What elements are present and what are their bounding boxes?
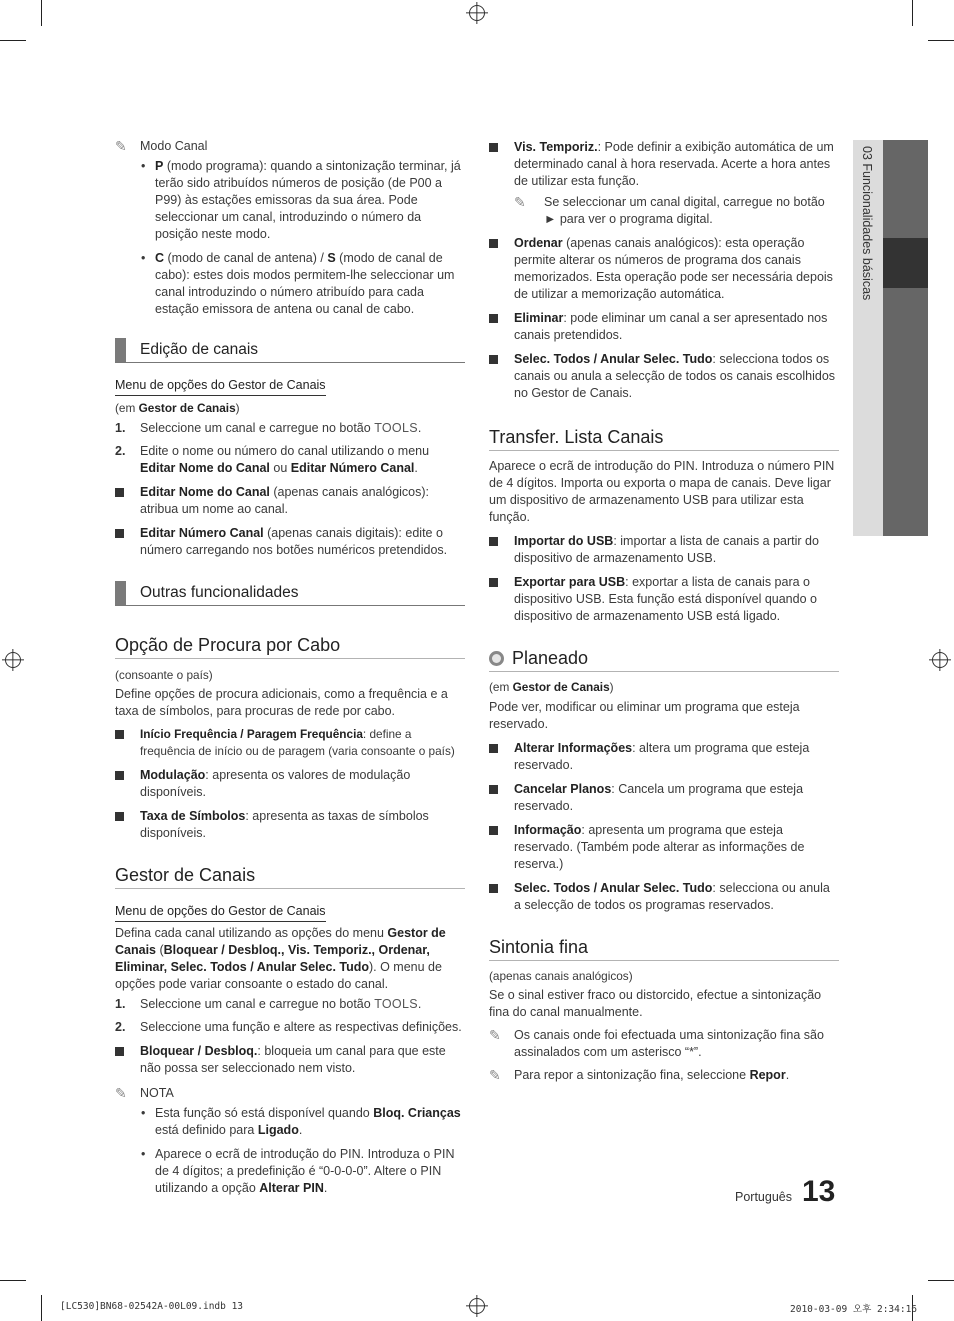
- tools-key: TOOLS: [374, 997, 418, 1011]
- text: (em: [115, 401, 139, 415]
- item-text: : bloqueia um canal para que este não possa ser seleccionado nem visto.: [140, 1044, 446, 1075]
- right-column: [489, 138, 839, 1084]
- square-bullet-icon: [115, 730, 124, 739]
- bold-text: Editar Número Canal: [290, 461, 415, 475]
- bullet-item: [115, 525, 465, 559]
- bold-text: Informação: [514, 823, 582, 837]
- item-text: : exportar a lista de canais para o dispositivo USB. Esta função está disponível quando o dispositivo de armazenamento USB está ligado.: [514, 575, 817, 623]
- context-note: [115, 400, 465, 417]
- item-text: : selecciona todos os canais ou anula a selecção de todos os canais escolhidos no Gestor de Canais.: [514, 352, 836, 400]
- list-item: [115, 158, 465, 243]
- bold-text: Bloquear / Desbloq.: [140, 1044, 258, 1058]
- section-heading-sintonia: Sintonia fina: [489, 936, 839, 961]
- item-text: está definido para: [155, 1123, 258, 1137]
- bullet-dot-icon: •: [141, 1106, 146, 1120]
- square-bullet-icon: [115, 488, 124, 497]
- item-text: : Cancela um programa que esteja reservado.: [514, 782, 804, 813]
- registration-mark-icon: [469, 5, 485, 21]
- nota-list: [115, 1105, 465, 1197]
- crop-mark: [0, 40, 26, 41]
- context-note: (apenas canais analógicos): [489, 969, 633, 983]
- step-number: 1.: [115, 997, 126, 1011]
- step-number: 1.: [115, 421, 126, 435]
- square-bullet-icon: [489, 537, 498, 546]
- key-label: P: [155, 159, 164, 173]
- registration-mark-icon: [5, 652, 21, 668]
- step-text: Edite o nome ou número do canal utilizando o menu: [140, 444, 430, 458]
- crop-mark: [41, 1295, 42, 1321]
- context-note: [489, 679, 839, 696]
- item-text: Esta função só está disponível quando: [155, 1106, 374, 1120]
- bullet-item: [489, 310, 839, 344]
- bullet-item: [489, 781, 839, 815]
- item-text: : pode eliminar um canal a ser apresentado nos canais pretendidos.: [514, 311, 828, 342]
- item-text: : selecciona ou anula a selecção de todos os programas reservados.: [514, 881, 830, 912]
- step-number: 2.: [115, 444, 126, 458]
- bullet-dot-icon: •: [141, 159, 146, 173]
- bullet-item: [115, 767, 465, 801]
- print-slug-right: 2010-03-09 오후 2:34:16: [790, 1304, 918, 1315]
- crop-mark: [928, 40, 954, 41]
- bullet-item: [489, 235, 839, 303]
- step-item: [115, 996, 465, 1013]
- bullet-item: [489, 139, 839, 190]
- registration-mark-icon: [469, 1298, 485, 1314]
- chapter-tab-marker: [883, 238, 928, 288]
- heading-text: Planeado: [512, 648, 589, 668]
- text: .: [414, 461, 418, 475]
- square-bullet-icon: [115, 1047, 124, 1056]
- sintonia-note: [489, 1067, 839, 1084]
- square-bullet-icon: [489, 143, 498, 152]
- bold-text: Gestor de Canais: [115, 926, 446, 957]
- section-heading-planeado: [489, 647, 839, 672]
- bold-text: Taxa de Símbolos: [140, 809, 246, 823]
- step-number: 2.: [115, 1020, 126, 1034]
- key-label: S: [327, 251, 336, 265]
- square-bullet-icon: [115, 771, 124, 780]
- item-text: (apenas canais analógicos): atribua um nome ao canal.: [140, 485, 430, 516]
- bullet-item: [489, 574, 839, 625]
- item-text: .: [298, 1123, 303, 1137]
- square-bullet-icon: [115, 529, 124, 538]
- step-text: Seleccione um canal e carregue no botão: [140, 997, 375, 1011]
- print-slug-left: [LC530]BN68-02542A-00L09.indb 13: [60, 1301, 244, 1312]
- bold-text: Selec. Todos / Anular Selec. Tudo: [514, 352, 713, 366]
- item-text: : apresenta as taxas de símbolos disponíveis.: [140, 809, 429, 840]
- crop-mark: [912, 0, 913, 26]
- list-item: [115, 1105, 465, 1139]
- section-heading-outras: [115, 581, 465, 606]
- text: ): [235, 401, 240, 415]
- bold-text: Editar Número Canal: [140, 526, 264, 540]
- item-text: : altera um programa que esteja reservado.: [514, 741, 810, 772]
- crop-mark: [41, 0, 42, 26]
- bold-text: Alterar PIN: [259, 1181, 324, 1195]
- registration-mark-icon: [932, 652, 948, 668]
- step-text: Seleccione uma função e altere as respectivas definições.: [140, 1020, 462, 1034]
- bullet-item: [489, 880, 839, 914]
- text: (em: [489, 680, 513, 694]
- item-text: (modo programa): quando a sintonização terminar, já terão sido atribuídos números de posição (de P00 a P99) às estações emissoras da sua área. Pode seleccionar um canal, introduzindo o número da posição neste modo.: [155, 159, 461, 241]
- text: (: [156, 943, 164, 957]
- note-text: Para repor a sintonização fina, seleccione: [514, 1068, 750, 1082]
- pencil-note-icon: ✎: [514, 194, 526, 210]
- square-bullet-icon: [489, 785, 498, 794]
- section-description: Se o sinal estiver fraco ou distorcido, efectue a sintonização fina do canal manualmente.: [489, 988, 822, 1019]
- section-heading-edicao: [115, 338, 465, 363]
- item-text: (apenas canais analógicos): esta operação permite alterar os números de programa dos canais memorizados. Esta operação pode ser necessária depois de utilizar a memorização automática.: [514, 236, 833, 301]
- text: ): [609, 680, 614, 694]
- bold-text: Bloquear / Desbloq., Vis. Temporiz., Ordenar, Eliminar, Selec. Todos / Anular Selec. Tudo: [115, 943, 430, 974]
- item-text: Aparece o ecrã de introdução do PIN. Introduza o PIN de 4 dígitos; a predefinição é “0-0-0-0”. Altere o PIN utilizando a opção: [155, 1147, 455, 1195]
- text: .: [417, 997, 422, 1011]
- page-number: 13: [802, 1175, 836, 1208]
- text: Defina cada canal utilizando as opções do menu: [115, 926, 388, 940]
- note-text: Se seleccionar um canal digital, carregue no botão ► para ver o programa digital.: [544, 195, 825, 226]
- square-bullet-icon: [489, 239, 498, 248]
- bullet-item: [489, 351, 839, 402]
- square-bullet-icon: [489, 826, 498, 835]
- heading-text: Outras funcionalidades: [140, 584, 299, 601]
- item-text: .: [323, 1181, 328, 1195]
- bold-text: Gestor de Canais: [138, 401, 236, 415]
- item-text: : define a frequência de início ou de paragem (varia consoante o país): [140, 727, 455, 758]
- bullet-item: [115, 484, 465, 518]
- key-label: C: [155, 251, 165, 265]
- note-text: Os canais onde foi efectuada uma sintonização fina são assinalados com um asterisco “*”.: [514, 1028, 824, 1059]
- item-text: (modo de canal de cabo): estes dois modos permitem-lhe seleccionar um canal introduzindo o número atribuído para cada estação emissora de antena ou canal de cabo.: [155, 251, 455, 316]
- item-text: (apenas canais digitais): edite o número carregando nos botões numéricos pretendidos.: [140, 526, 448, 557]
- text: ). O menu de opções pode variar consoante o estado do canal.: [115, 960, 442, 991]
- text: ou: [269, 461, 291, 475]
- bold-text: Editar Nome do Canal: [140, 461, 270, 475]
- pencil-note-icon: ✎: [489, 1027, 501, 1043]
- square-bullet-icon: [115, 812, 124, 821]
- bold-text: Vis. Temporiz.: [514, 140, 598, 154]
- menu-link-gestor: Menu de opções do Gestor de Canais: [115, 377, 326, 396]
- text: .: [785, 1068, 790, 1082]
- bullet-item: [489, 533, 839, 567]
- nota-note: [115, 1085, 465, 1102]
- tools-key: TOOLS: [374, 421, 418, 435]
- item-text: : apresenta os valores de modulação disponíveis.: [140, 768, 411, 799]
- bullet-item: [489, 740, 839, 774]
- section-description: Define opções de procura adicionais, como a frequência e a taxa de símbolos, para procuras de rede por cabo.: [115, 687, 448, 718]
- step-item: [115, 420, 465, 437]
- bullet-dot-icon: •: [141, 1147, 146, 1161]
- bullet-item: [115, 726, 465, 760]
- bold-text: Importar do USB: [514, 534, 614, 548]
- bold-text: Eliminar: [514, 311, 564, 325]
- step-text: Seleccione um canal e carregue no botão: [140, 421, 375, 435]
- crop-mark: [0, 1280, 26, 1281]
- section-description: [115, 925, 465, 993]
- sub-note-wrapper: [489, 194, 839, 228]
- item-text: : importar a lista de canais a partir do dispositivo de armazenamento USB.: [514, 534, 819, 565]
- bold-text: Repor: [749, 1068, 786, 1082]
- text: .: [417, 421, 422, 435]
- item-text: : apresenta um programa que esteja reservado. (Também pode alterar as informações de reserva.): [514, 823, 805, 871]
- list-item: [115, 1146, 465, 1197]
- square-bullet-icon: [489, 578, 498, 587]
- bullet-dot-icon: •: [141, 251, 146, 265]
- square-bullet-icon: [489, 355, 498, 364]
- bold-text: Início Frequência / Paragem Frequência: [140, 727, 363, 741]
- context-note: (consoante o país): [115, 668, 213, 682]
- chapter-label: 03 Funcionalidades básicas: [860, 146, 874, 301]
- menu-link-gestor: Menu de opções do Gestor de Canais: [115, 903, 326, 922]
- pencil-note-icon: ✎: [489, 1067, 501, 1083]
- footer-language: Português: [735, 1190, 792, 1204]
- bold-text: Bloq. Crianças: [373, 1106, 461, 1120]
- step-item: [115, 1019, 465, 1036]
- heading-bar: [115, 338, 126, 362]
- pencil-note-icon: ✎: [115, 1085, 127, 1101]
- step-item: [115, 443, 465, 477]
- list-item: [115, 250, 465, 318]
- bullet-item: [115, 1043, 465, 1077]
- section-heading-transfer: Transfer. Lista Canais: [489, 426, 839, 451]
- heading-text: Edição de canais: [140, 341, 259, 358]
- section-description: Pode ver, modificar ou eliminar um programa que esteja reservado.: [489, 700, 800, 731]
- section-heading-gestor: Gestor de Canais: [115, 864, 465, 889]
- section-heading-procura: Opção de Procura por Cabo: [115, 634, 465, 659]
- left-column: [115, 138, 465, 1204]
- square-bullet-icon: [489, 884, 498, 893]
- bold-text: Modulação: [140, 768, 206, 782]
- bold-text: Editar Nome do Canal: [140, 485, 270, 499]
- crop-mark: [928, 1280, 954, 1281]
- modo-canal-note: [115, 138, 465, 155]
- bold-text: Gestor de Canais: [512, 680, 610, 694]
- bullet-item: [115, 808, 465, 842]
- chapter-tab-dark: [883, 140, 928, 536]
- square-bullet-icon: [489, 744, 498, 753]
- bold-text: Cancelar Planos: [514, 782, 612, 796]
- bold-text: Alterar Informações: [514, 741, 633, 755]
- bold-text: Exportar para USB: [514, 575, 626, 589]
- item-text: (modo de canal de antena) /: [164, 251, 328, 265]
- note-label: Modo Canal: [140, 139, 208, 153]
- sintonia-note: [489, 1027, 839, 1061]
- bold-text: Ordenar: [514, 236, 563, 250]
- clock-icon: [489, 651, 504, 666]
- square-bullet-icon: [489, 314, 498, 323]
- heading-bar: [115, 581, 126, 605]
- note-label: NOTA: [140, 1086, 174, 1100]
- pencil-note-icon: ✎: [115, 138, 127, 154]
- item-text: : Pode definir a exibição automática de um determinado canal à hora reservada. Acerte a hora antes de utilizar esta função.: [514, 140, 834, 188]
- bold-text: Ligado: [257, 1123, 299, 1137]
- bold-text: Selec. Todos / Anular Selec. Tudo: [514, 881, 713, 895]
- modo-canal-list: [115, 158, 465, 318]
- bullet-item: [489, 822, 839, 873]
- vis-note: [514, 194, 839, 228]
- section-description: Aparece o ecrã de introdução do PIN. Introduza o número PIN de 4 dígitos. Importa ou exporta o mapa de canais. Deve ligar um dispositivo de armazenamento USB para utilizar esta função.: [489, 459, 835, 524]
